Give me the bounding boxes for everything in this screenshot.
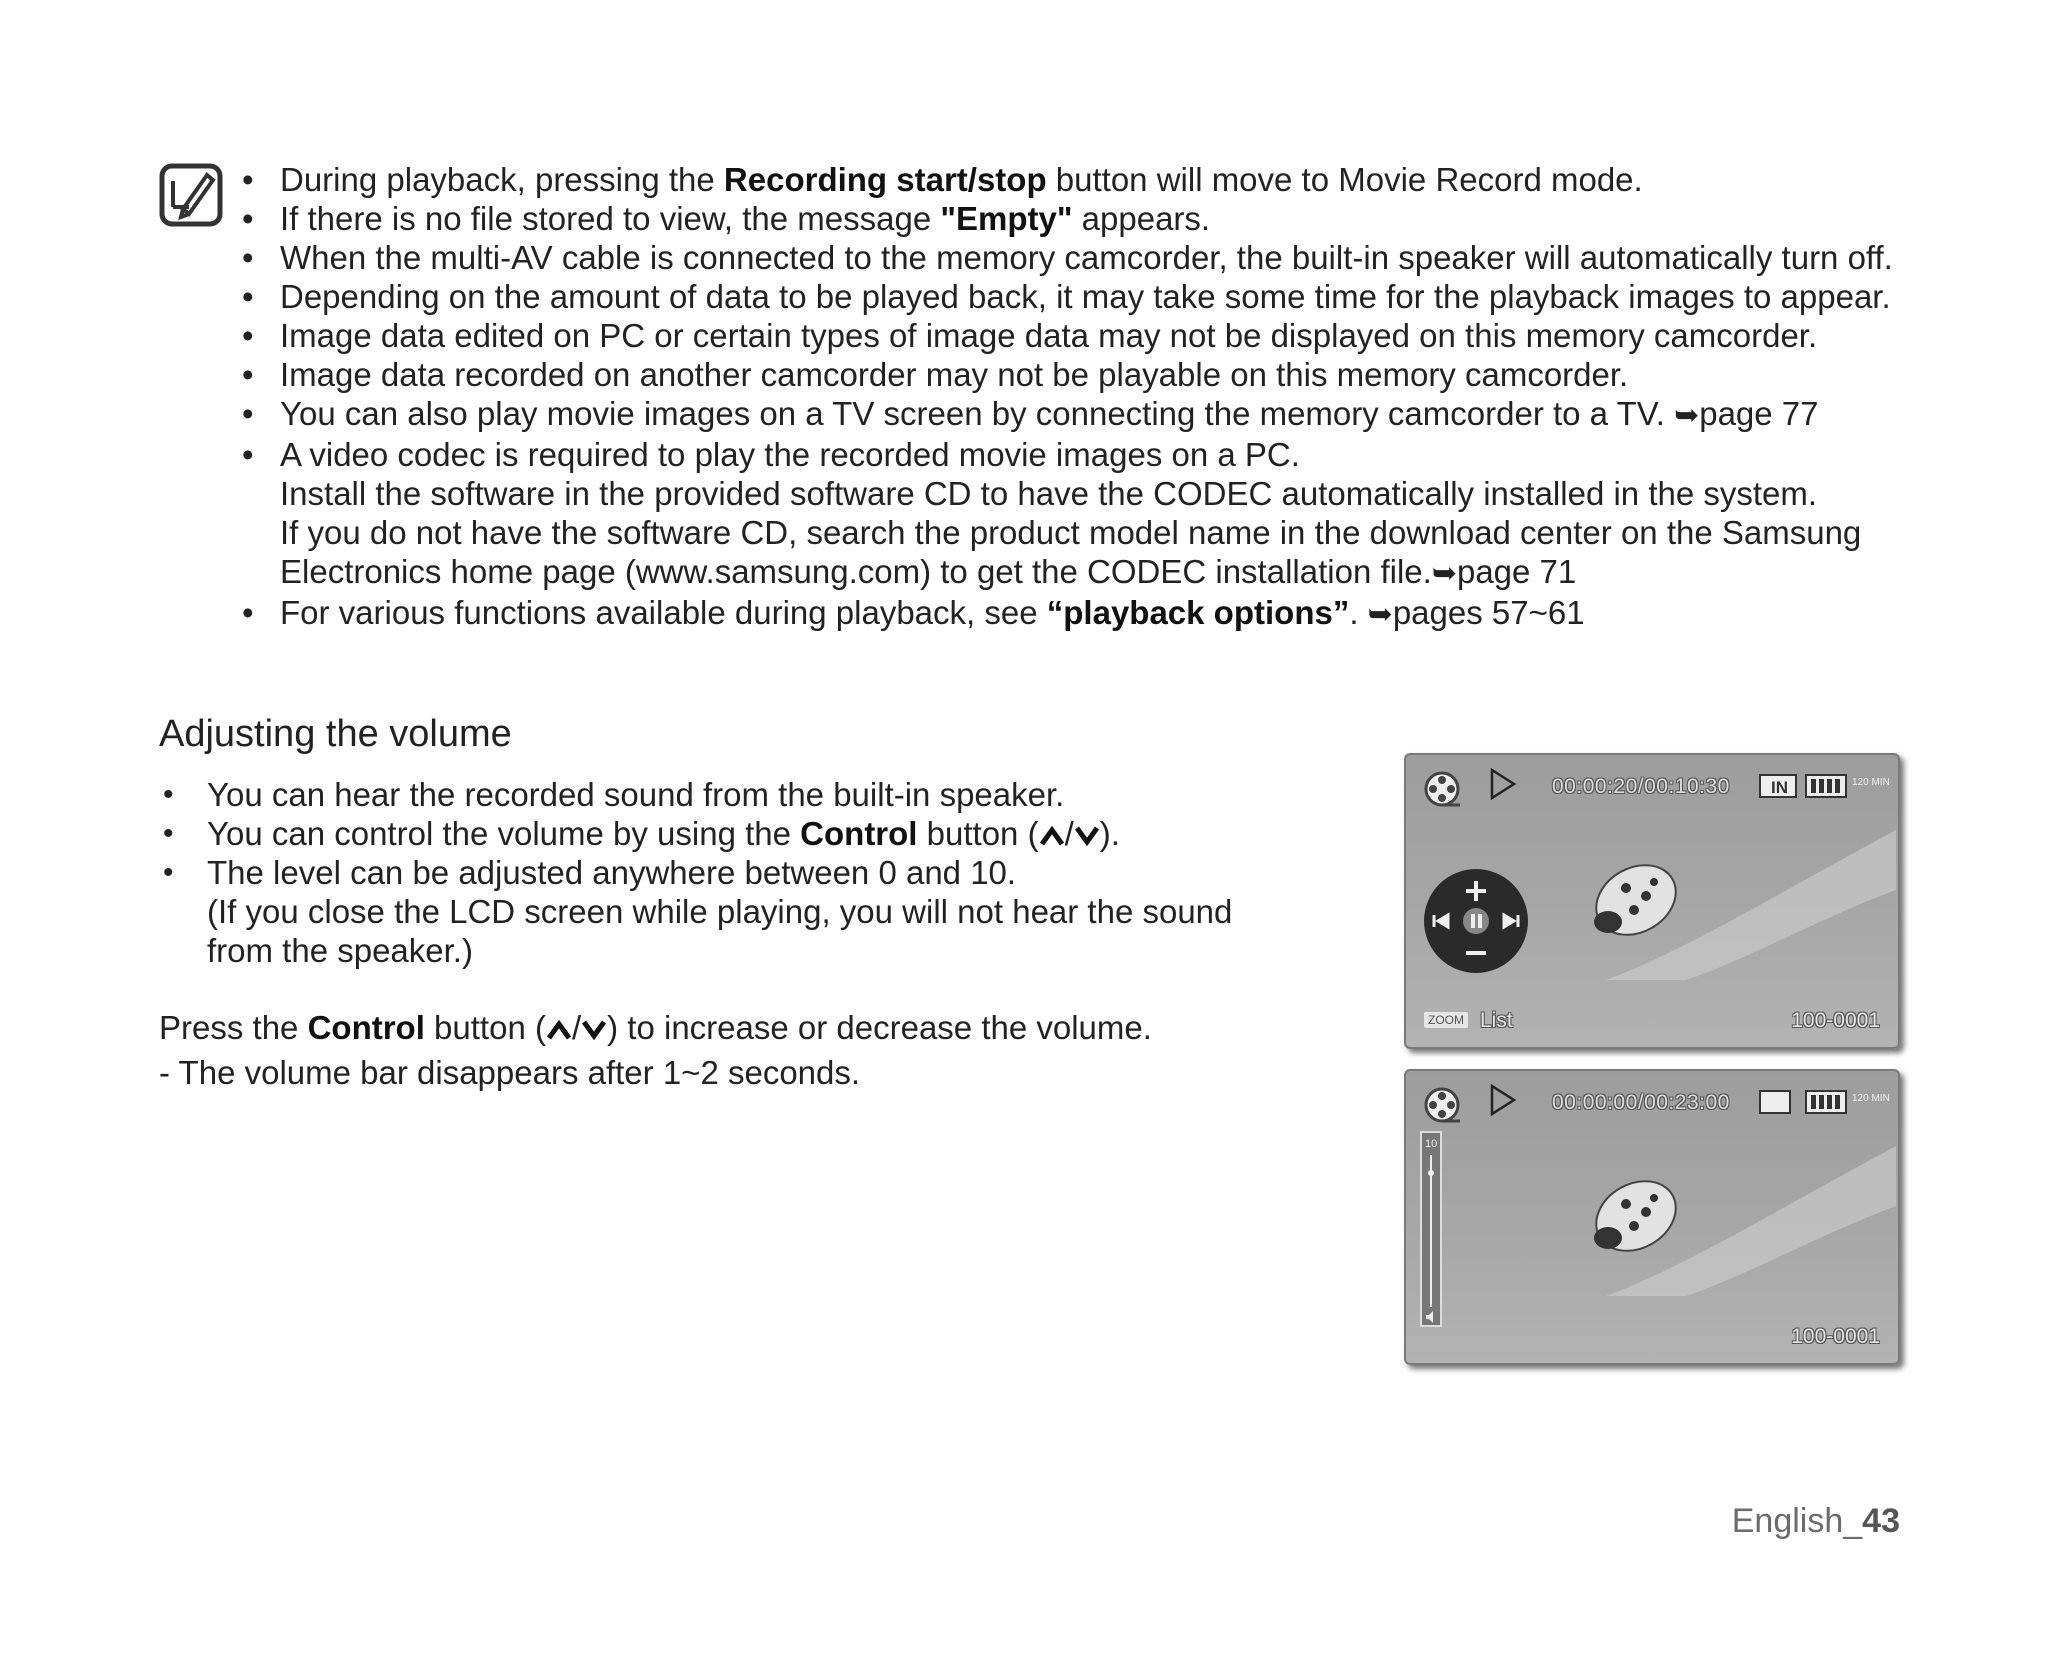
lcd-screen-playback: [1404, 753, 1900, 1049]
playback-control-pad[interactable]: [1422, 867, 1530, 975]
svg-text:120 MIN: 120 MIN: [1852, 777, 1890, 788]
card-battery-status-icon: [1758, 1087, 1890, 1117]
list-item: • You can control the volume by using the Control button ( / ).: [159, 814, 1232, 853]
chevron-up-icon: [546, 1019, 572, 1041]
chevron-down-icon: [581, 1019, 607, 1041]
note-item: • Image data recorded on another camcorder may not be playable on this memory camcorder.: [240, 355, 1940, 394]
movie-reel-icon: [1422, 1085, 1462, 1125]
playback-time: 00:00:00/00:23:00: [1552, 1091, 1730, 1114]
volume-bar[interactable]: [1420, 1131, 1442, 1327]
arrow-right-icon: ➥: [1367, 598, 1393, 631]
ladybug-image: [1566, 830, 1896, 980]
page-number: English_43: [1731, 1502, 1900, 1540]
note-item-continuation: If you do not have the software CD, search the product model name in the download center on the Samsung: [280, 514, 1862, 551]
note-item: • When the multi-AV cable is connected to the memory camcorder, the built-in speaker will automatically turn off.: [240, 238, 1940, 277]
list-label: List: [1480, 1009, 1513, 1032]
chevron-down-icon: [1074, 825, 1100, 847]
chevron-up-icon: [1039, 825, 1065, 847]
sub-note: - The volume bar disappears after 1~2 seconds.: [159, 1054, 861, 1091]
note-item: • A video codec is required to play the recorded movie images on a PC.: [240, 435, 1940, 474]
list-item-continuation: from the speaker.): [207, 932, 473, 969]
list-item: • The level can be adjusted anywhere between 0 and 10.: [159, 853, 1232, 892]
svg-text:120 MIN: 120 MIN: [1852, 1093, 1890, 1104]
section-title: Adjusting the volume: [159, 713, 512, 755]
note-item: • For various functions available during playback, see “playback options”. ➥pages 57~61: [240, 593, 1940, 634]
arrow-right-icon: ➥: [1431, 557, 1457, 590]
note-item: • If there is no file stored to view, the message "Empty" appears.: [240, 199, 1940, 238]
file-number: 100-0001: [1791, 1325, 1880, 1348]
note-item: • During playback, pressing the Recording start/stop button will move to Movie Record mode.: [240, 160, 1940, 199]
list-item-continuation: (If you close the LCD screen while playing, you will not hear the sound: [207, 893, 1233, 930]
note-item-continuation: Electronics home page (www.samsung.com) to get the CODEC installation file.➥page 71: [280, 553, 1577, 590]
zoom-badge: ZOOM: [1424, 1012, 1468, 1028]
svg-text:IN: IN: [1771, 778, 1788, 797]
storage-battery-status-icon: [1758, 771, 1890, 801]
play-icon: [1488, 767, 1518, 801]
instruction-text: Press the Control button ( / ) to increase or decrease the volume.: [159, 1009, 1152, 1046]
volume-bullets: [159, 775, 1232, 970]
note-item-continuation: Install the software in the provided software CD to have the CODEC automatically installed in the system.: [280, 475, 1818, 512]
ladybug-image: [1566, 1146, 1896, 1296]
note-item: • Depending on the amount of data to be played back, it may take some time for the playback images to appear.: [240, 277, 1940, 316]
list-item: • You can hear the recorded sound from the built-in speaker.: [159, 775, 1232, 814]
playback-time: 00:00:20/00:10:30: [1552, 775, 1730, 798]
note-pencil-icon: [159, 163, 223, 227]
notes-list: [240, 160, 1940, 634]
play-icon: [1488, 1083, 1518, 1117]
lcd-screen-volume: [1404, 1069, 1900, 1365]
file-number: 100-0001: [1791, 1009, 1880, 1032]
note-item: • Image data edited on PC or certain types of image data may not be displayed on this memory camcorder.: [240, 316, 1940, 355]
note-item: • You can also play movie images on a TV screen by connecting the memory camcorder to a TV. ➥page 77: [240, 394, 1940, 435]
svg-text:10: 10: [1425, 1138, 1438, 1150]
arrow-right-icon: ➥: [1674, 399, 1700, 432]
movie-reel-icon: [1422, 769, 1462, 809]
